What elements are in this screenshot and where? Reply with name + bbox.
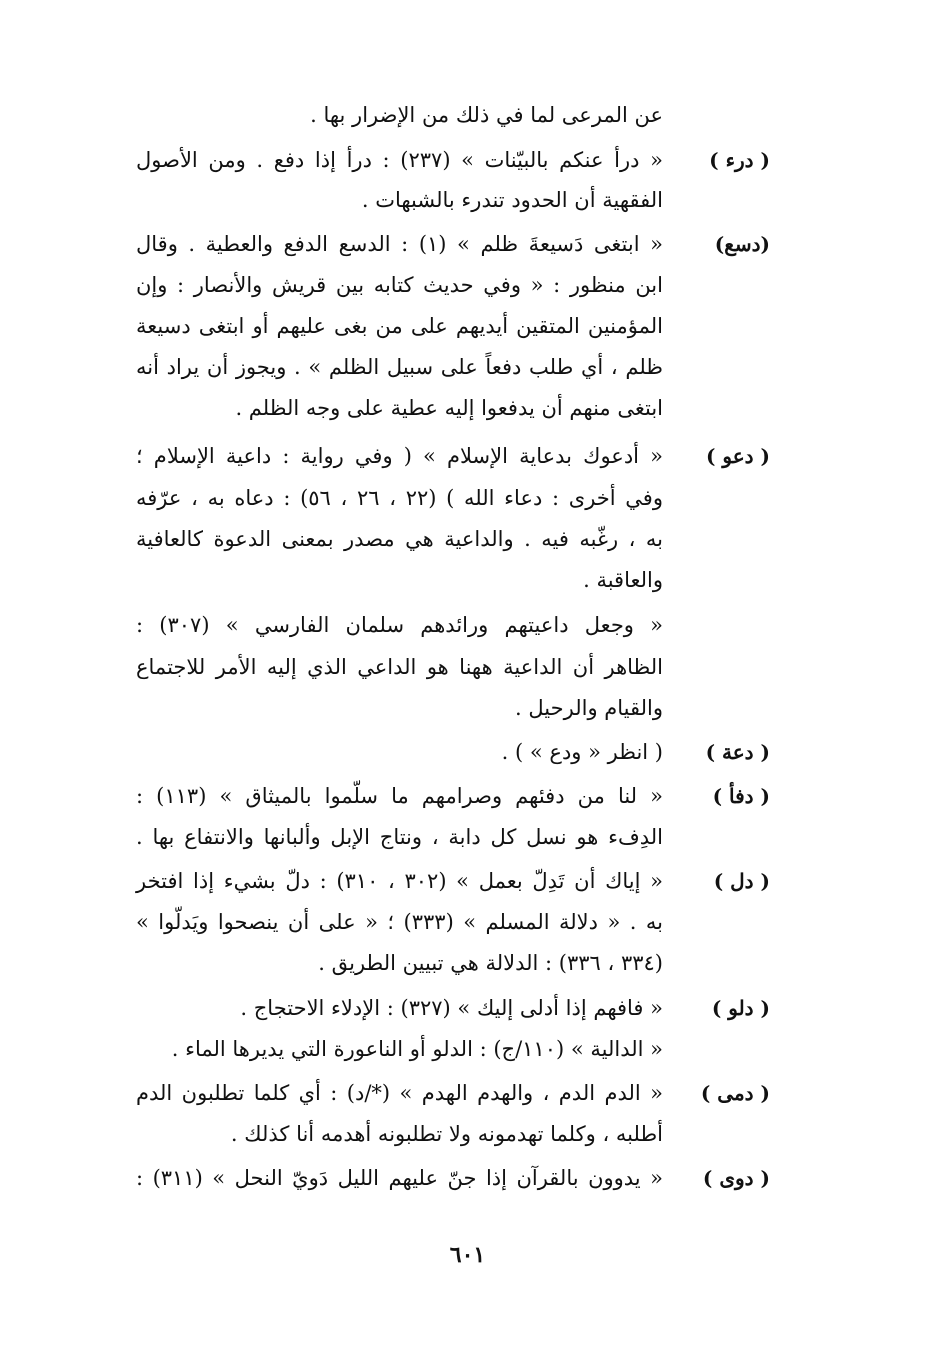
text-line: ابتغى منهم أن يدفعوا إليه عطية على وجه الظلم . — [235, 396, 663, 420]
text-line: « الدم الدم ، والهدم الهدم » (*/د) : أي كلما تطلبون الدم — [136, 1081, 663, 1105]
text-line: الدِفء هو نسل كل دابة ، ونتاج الإبل وألبانها والانتفاع بها . — [136, 825, 663, 849]
text-line: « فافهم إذا أدلى إليك » (٣٢٧) : الإدلاء الاحتجاج . — [240, 996, 663, 1020]
text-line: « أدعوك بدعاية الإسلام » ( وفي رواية : داعية الإسلام ؛ — [136, 444, 663, 468]
entry-key: (دسع) — [714, 232, 770, 256]
text-line: « يدوون بالقرآن إذا جنّ عليهم الليل دَويّ النحل » (٣١١) : — [136, 1166, 663, 1190]
text-line: (٣٣٤ ، ٣٣٦) : الدلالة هي تبيين الطريق . — [318, 951, 663, 975]
text-line: عن المرعى لما في ذلك من الإضرار بها . — [310, 103, 663, 127]
text-line: ابن منظور : « وفي حديث كتابه بين قريش والأنصار : وإن — [136, 273, 663, 297]
text-line: « درأ عنكم بالبيّنات » (٢٣٧) : درأ إذا دفع . ومن الأصول — [136, 148, 663, 172]
text-line: الظاهر أن الداعية ههنا هو الداعي الذي إليه الأمر للاجتماع — [136, 655, 663, 679]
entry-key: ( دفأ ) — [712, 784, 770, 808]
text-line: والعاقبة . — [583, 568, 663, 592]
entry-key: ( درء ) — [709, 148, 770, 172]
text-line: ظلم ، أي طلب دفعاً على سبيل الظلم » . ويجوز أن يراد أنه — [136, 355, 663, 379]
text-line: « الدالية » (١١٠/ج) : الدلو أو الناعورة التي يديرها الماء . — [171, 1037, 663, 1061]
text-line: الفقهية أن الحدود تندرء بالشبهات . — [361, 188, 663, 212]
text-line: أطلبه ، وكلما تهدمونه ولا تطلبونه أهدمه أنا كذلك . — [230, 1122, 663, 1146]
text-line: « لنا من دفئهم وصرامهم ما سلّموا بالميثاق » (١١٣) : — [136, 784, 663, 808]
entry-key: ( دلو ) — [711, 996, 770, 1020]
entry-key: ( دل ) — [713, 869, 770, 893]
text-line: به ، رغّبه فيه . والداعية هي مصدر بمعنى الدعوة كالعافية — [136, 527, 663, 551]
text-line: « وجعل داعيتهم ورائدهم سلمان الفارسي » (٣٠٧) : — [136, 613, 664, 637]
text-line: به . « دلالة المسلم » (٣٣٣) ؛ « على أن ينصحوا ويَدلّوا » — [136, 910, 663, 934]
entry-key: ( دعو ) — [705, 444, 770, 468]
entry-key: ( دعة ) — [705, 740, 770, 764]
text-line: والقيام والرحيل . — [515, 696, 663, 720]
entry-key: ( دوى ) — [702, 1166, 770, 1190]
text-line: ( انظر « ودع » ) . — [501, 740, 663, 764]
text-line: « ابتغى دَسيعةَ ظلم » (١) : الدسع الدفع والعطية . وقال — [136, 232, 663, 256]
page-number: ٦٠١ — [449, 1242, 486, 1268]
entry-key: ( دمى ) — [700, 1081, 770, 1105]
text-line: وفي أخرى : دعاء الله ) (٢٢ ، ٢٦ ، ٥٦) : دعاه به ، عرّفه — [136, 486, 663, 510]
text-line: المؤمنين المتقين أيديهم على من بغى عليهم أو ابتغى دسيعة — [136, 314, 663, 338]
text-line: « إياك أن تَدِلّ بعمل » (٣٠٢ ، ٣١٠) : دلّ بشيء إذا افتخر — [136, 869, 663, 893]
